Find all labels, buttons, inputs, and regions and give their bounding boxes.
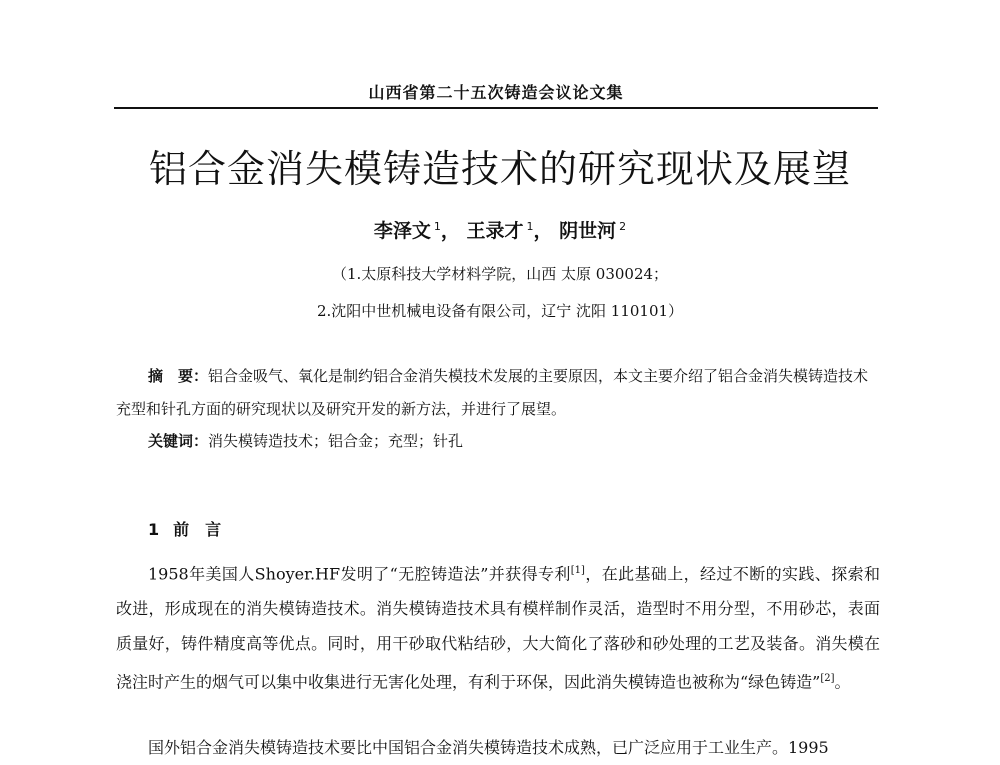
author-name: 王录才 [466,220,524,242]
abstract-text: 铝合金吸气、氧化是制约铝合金消失模技术发展的主要原因，本文主要介绍了铝合金消失模铸造技术充型和针孔方面的研究现状以及研究开发的新方法，并进行了展望。 [116,367,869,418]
abstract [116,360,880,426]
second-paragraph: 国外铝合金消失模铸造技术要比中国铝合金消失模铸造技术成熟，已广泛应用于工业生产。1995 [148,738,829,757]
author-affiliation-mark: 1 [433,219,441,233]
citation-ref-1: [1] [570,565,585,576]
keywords-text: 消失模铸造技术；铝合金；充型；针孔 [208,432,464,450]
section-heading [148,517,235,540]
author-affiliation-mark: 1 [526,219,534,233]
author-affiliation-mark: 2 [619,219,627,233]
affiliation-1: （1.太原科技大学材料学院，山西 太原 030024； [331,265,669,283]
author-separator: ， [533,220,553,242]
header-rule [114,107,878,109]
abstract-label: 摘 要： [148,367,209,385]
paragraph-text: 。 [834,672,851,692]
keywords-label: 关键词： [148,432,209,450]
author-name: 李泽文 [373,220,431,242]
intro-paragraph [116,553,880,700]
paper-title: 铝合金消失模铸造技术的研究现状及展望 [148,147,851,191]
paragraph-text: 1958年美国人Shoyer.HF发明了“无腔铸造法”并获得专利 [148,564,571,584]
section-number: 1 [148,520,160,539]
proceedings-header: 山西省第二十五次铸造会议论文集 [368,83,624,102]
affiliation-2: 2.沈阳中世机械电设备有限公司，辽宁 沈阳 110101） [316,302,684,320]
author-name: 阴世河 [559,220,617,242]
author-list [100,216,900,243]
paragraph-text: ，在此基础上，经过不断的实践、探索和改进，形成现在的消失模铸造技术。消失模铸造技术具有模样制作灵活，造型时不用分型，不用砂芯，表面质量好，铸件精度高等优点。同时，用干砂取代粘结砂，大大简化了落砂和砂处理的工艺及装备。消失模在浇注时产生的烟气可以集中收集进行无害化处理，有利于环保，因此消失模铸造也被称为“绿色铸造” [116,564,880,692]
citation-ref-2: [2] [820,673,835,685]
keywords [148,430,463,451]
section-title: 前 言 [173,520,222,539]
author-separator: ， [440,220,460,242]
